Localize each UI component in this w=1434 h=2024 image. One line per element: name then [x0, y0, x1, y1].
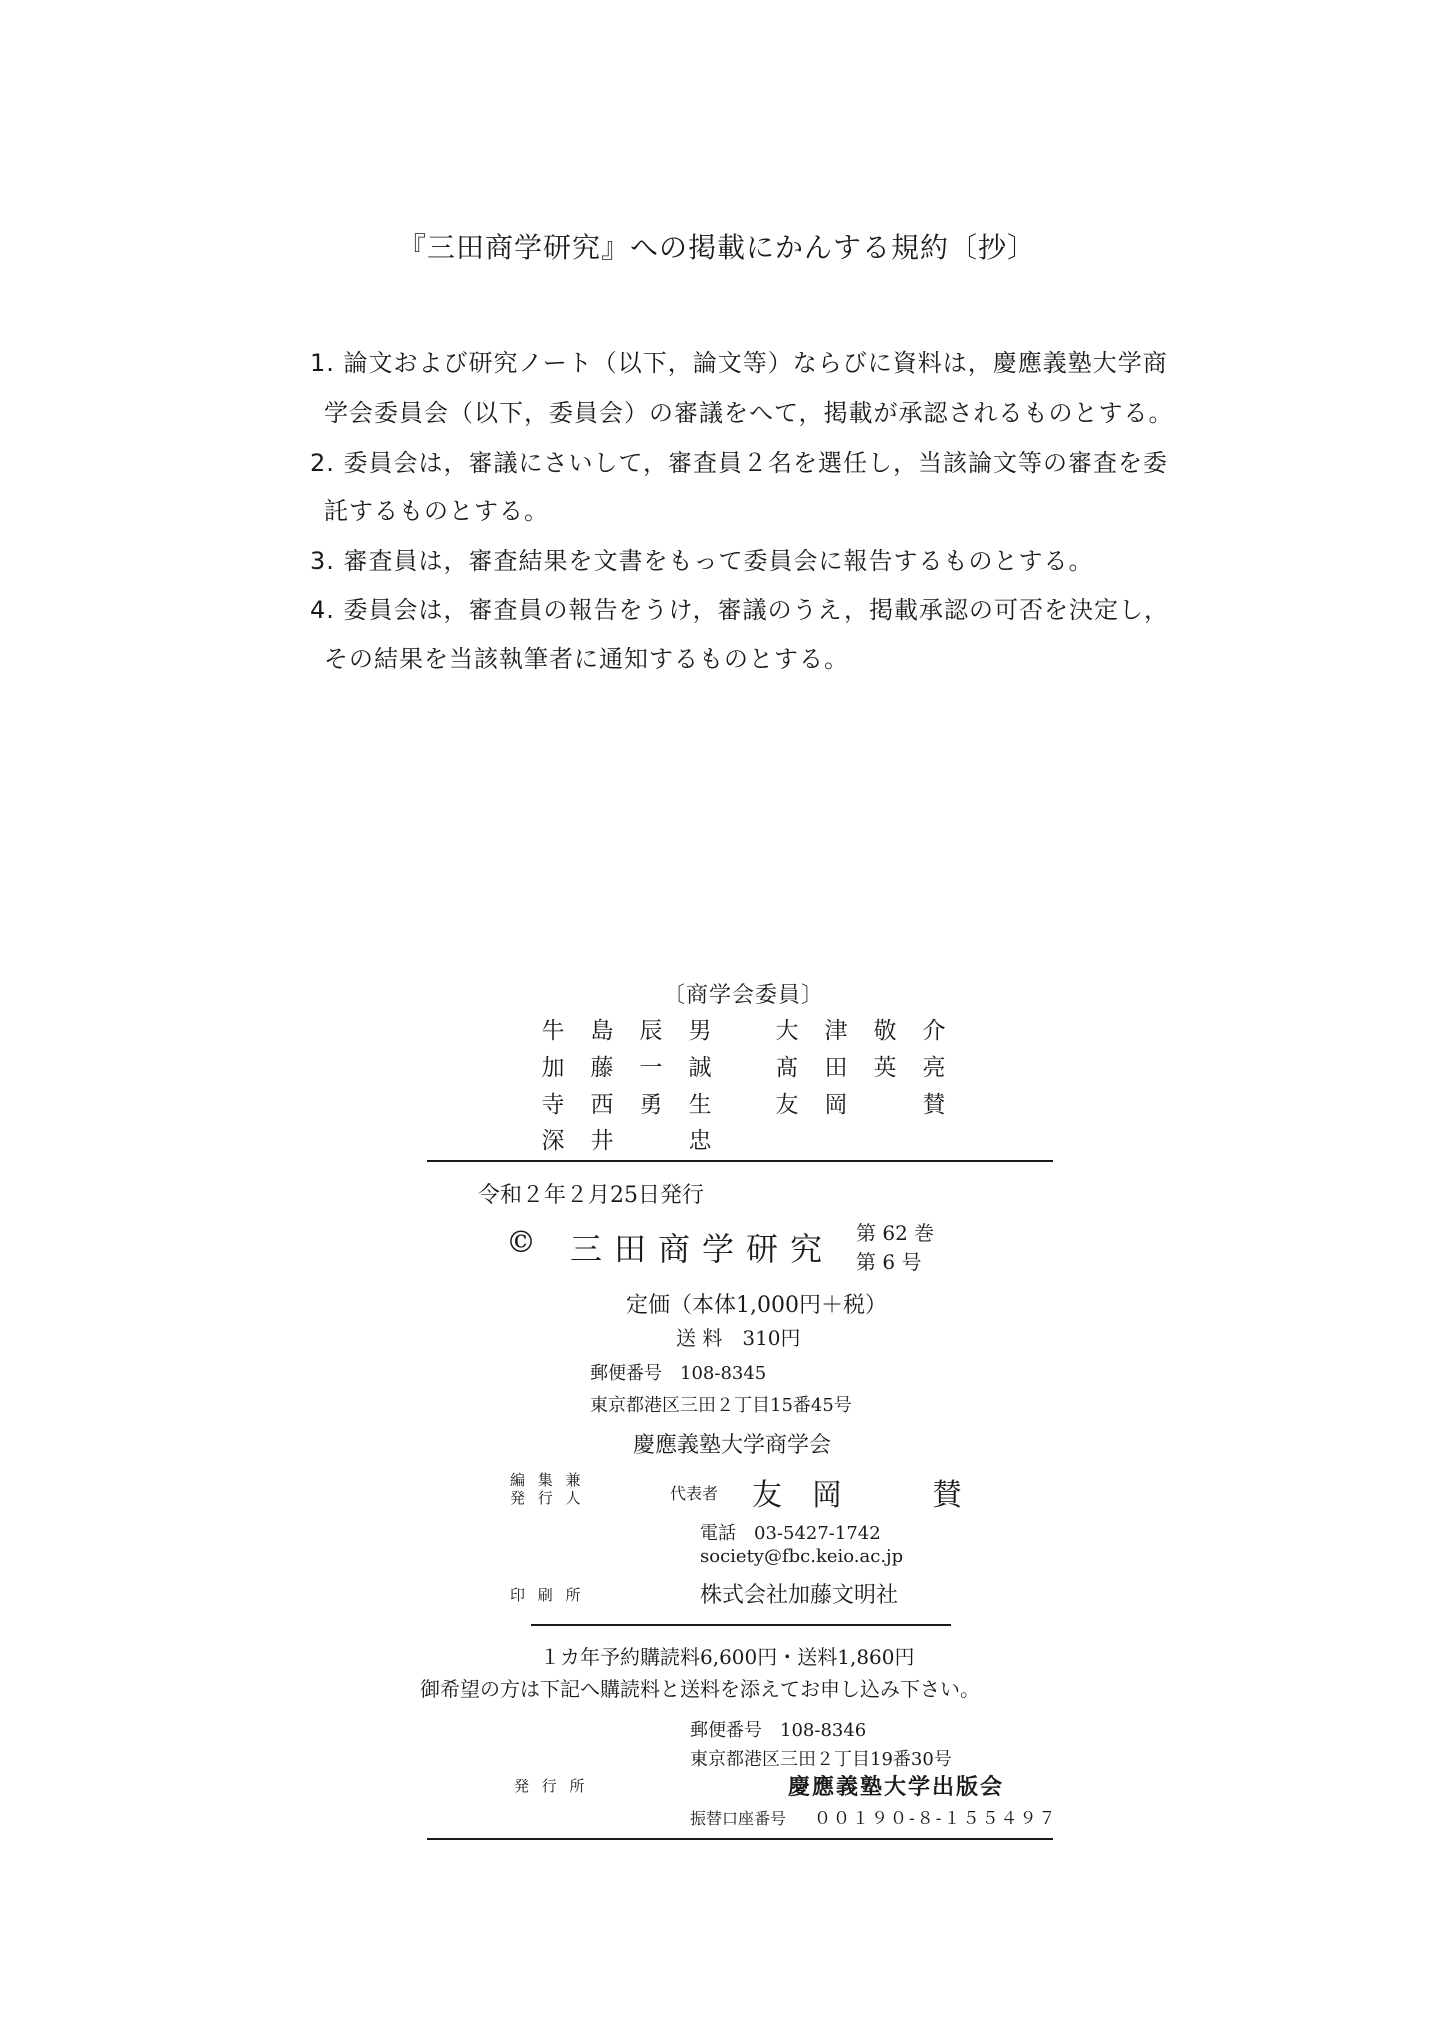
journal-title: 三田商学研究 — [570, 1230, 835, 1268]
member-name-char: 友 — [775, 1092, 799, 1118]
regulation-item-1-line-2: 学会委員会（以下，委員会）の審議をへて，掲載が承認されるものとする。 — [324, 399, 1174, 427]
email: society@fbc.keio.ac.jp — [700, 1546, 904, 1567]
member-name-char: 津 — [824, 1018, 848, 1044]
regulation-item-3-line-1: 3. 審査員は，審査結果を文書をもって委員会に報告するものとする。 — [310, 547, 1094, 575]
colophon-top-rule — [427, 1160, 1053, 1162]
subscription-price: １カ年予約購読料6,600円・送料1,860円 — [540, 1645, 915, 1669]
member-name-char: 誠 — [688, 1055, 712, 1081]
member-name-char: 一 — [639, 1055, 663, 1081]
member-name-char: 忠 — [688, 1128, 712, 1154]
address: 東京都港区三田２丁目15番45号 — [590, 1395, 852, 1416]
member-name-char: 加 — [541, 1055, 565, 1081]
member-name-char: 牛 — [541, 1018, 565, 1044]
member-name-char: 深 — [541, 1128, 565, 1154]
colophon-bottom-rule — [427, 1838, 1053, 1840]
subscription-instructions: 御希望の方は下記へ購読料と送料を添えてお申し込み下さい。 — [420, 1677, 980, 1701]
committee-heading: 〔商学会委員〕 — [663, 983, 825, 1008]
member-name-char: 生 — [688, 1092, 712, 1118]
member-name-char: 寺 — [541, 1092, 565, 1118]
editor-label-line-1: 編 集 兼 — [510, 1471, 585, 1489]
member-name-char: 大 — [775, 1018, 799, 1044]
publisher-name: 慶應義塾大学出版会 — [788, 1774, 1005, 1800]
editor-label-line-2: 発 行 人 — [510, 1489, 585, 1507]
representative-name: 友 岡 賛 — [752, 1478, 962, 1513]
volume-number: 第 62 巻 — [856, 1221, 935, 1245]
member-name-char: 島 — [590, 1018, 614, 1044]
printer-label: 印 刷 所 — [510, 1586, 585, 1604]
phone: 電話 03-5427-1742 — [700, 1523, 881, 1544]
issue-date: 令和２年２月25日発行 — [478, 1183, 704, 1208]
regulations-title: 『三田商学研究』への掲載にかんする規約〔抄〕 — [397, 231, 1036, 264]
regulation-item-4-line-2: その結果を当該執筆者に通知するものとする。 — [324, 645, 849, 673]
member-name-char: 賛 — [922, 1092, 946, 1118]
member-name-char: 髙 — [775, 1055, 799, 1081]
member-name-char: 亮 — [922, 1055, 946, 1081]
publisher-label: 発 行 所 — [514, 1777, 589, 1795]
regulation-item-4-line-1: 4. 委員会は，審査員の報告をうけ，審議のうえ，掲載承認の可否を決定し， — [310, 596, 1170, 624]
member-name-char: 介 — [922, 1018, 946, 1044]
issue-number: 第 6 号 — [856, 1250, 922, 1274]
publisher-postal-code: 郵便番号 108-8346 — [690, 1720, 867, 1741]
member-name-char: 英 — [873, 1055, 897, 1081]
society-name: 慶應義塾大学商学会 — [633, 1433, 832, 1458]
member-name-char: 西 — [590, 1092, 614, 1118]
member-name-char: 男 — [688, 1018, 712, 1044]
member-name-char: 敬 — [873, 1018, 897, 1044]
member-name-char: 田 — [824, 1055, 848, 1081]
regulation-item-2-line-2: 託するものとする。 — [324, 497, 549, 525]
member-name-char: 藤 — [590, 1055, 614, 1081]
transfer-number: ００１９０-８-１５５４９７ — [814, 1809, 1058, 1829]
postal-code: 郵便番号 108-8345 — [590, 1363, 767, 1384]
member-name-char: 辰 — [639, 1018, 663, 1044]
postage: 送 料 310円 — [676, 1326, 801, 1350]
printer-name: 株式会社加藤文明社 — [700, 1583, 899, 1608]
member-name-char: 勇 — [639, 1092, 663, 1118]
copyright-symbol: © — [506, 1225, 536, 1260]
price: 定価（本体1,000円＋税） — [626, 1293, 887, 1318]
member-name-char: 井 — [590, 1128, 614, 1154]
publisher-address: 東京都港区三田２丁目19番30号 — [690, 1749, 952, 1770]
colophon-middle-rule — [531, 1624, 951, 1626]
member-name-char: 岡 — [824, 1092, 848, 1118]
representative-label: 代表者 — [670, 1484, 719, 1503]
regulation-item-1-line-1: 1. 論文および研究ノート（以下，論文等）ならびに資料は，慶應義塾大学商 — [310, 349, 1168, 377]
regulation-item-2-line-1: 2. 委員会は，審議にさいして，審査員２名を選任し，当該論文等の審査を委 — [310, 449, 1169, 477]
transfer-label: 振替口座番号 — [690, 1809, 787, 1828]
